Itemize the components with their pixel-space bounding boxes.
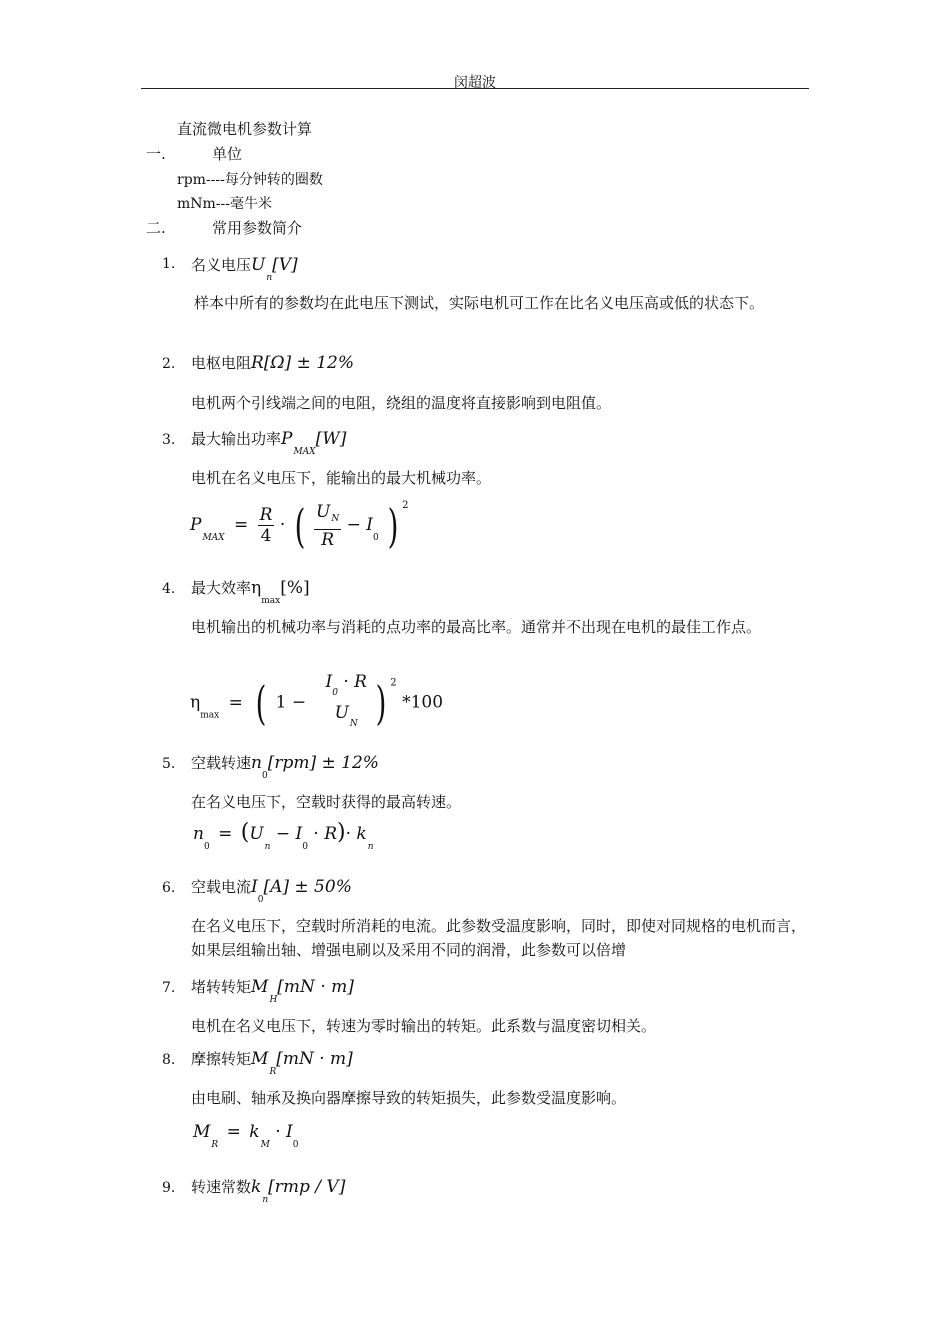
n0-formula: $n_0 = (U_n - I_0 \cdot R)\cdot k_n$ xyxy=(193,820,374,852)
item-1-description: 样本中所有的参数均在此电压下测试，实际电机可工作在比名义电压高或低的状态下。 xyxy=(194,294,765,312)
section-1-number: 一. xyxy=(146,145,166,163)
item-9-heading xyxy=(191,1176,345,1205)
item-2-name: 电枢电阻 xyxy=(191,354,252,372)
item-3-number: 3. xyxy=(162,432,176,448)
item-4-symbol: η xyxy=(251,578,262,598)
item-6-subscript: 0 xyxy=(257,895,264,905)
item-4-name: 最大效率 xyxy=(191,579,252,597)
item-8-symbol: M xyxy=(251,1049,269,1069)
item-6-description: 在名义电压下，空载时所消耗的电流。此参数受温度影响，同时，即使对同规格的电机而言，如果层组输出轴、增强电刷以及采用不同的润滑，此参数可以倍增 xyxy=(191,917,807,959)
item-5-name: 空载转速 xyxy=(191,754,252,772)
eta-formula: $\eta_{max}$ = ( 1 − $I_0 \cdot R$ $U_N$ ) $^2$ *100 xyxy=(190,672,444,730)
page-header-author: 闵超波 xyxy=(454,75,496,91)
item-7-unit: [mN · m] xyxy=(277,977,354,997)
item-2-heading xyxy=(191,352,354,373)
section-2-title: 常用参数简介 xyxy=(212,219,303,237)
item-7-number: 7. xyxy=(162,980,176,996)
item-9-subscript: n xyxy=(262,1195,269,1205)
item-9-number: 9. xyxy=(162,1180,176,1196)
unit-mnm: mNm---毫牛米 xyxy=(177,196,272,212)
item-4-description: 电机输出的机械功率与消耗的点功率的最高比率。通常并不出现在电机的最佳工作点。 xyxy=(191,618,762,636)
item-5-symbol: n xyxy=(251,753,262,773)
item-8-number: 8. xyxy=(162,1052,176,1068)
item-1-subscript: n xyxy=(266,273,273,283)
item-5-description: 在名义电压下，空载时获得的最高转速。 xyxy=(191,793,462,811)
document-title: 直流微电机参数计算 xyxy=(177,120,313,138)
item-5-subscript: 0 xyxy=(261,771,268,781)
item-4-heading xyxy=(191,577,310,606)
item-5-heading xyxy=(191,752,379,781)
eta-formula-tail: *100 xyxy=(402,692,444,713)
item-2-symbol: R[Ω] ± 12% xyxy=(251,353,355,373)
item-8-unit: [mN · m] xyxy=(276,1049,353,1069)
item-3-description: 电机在名义电压下，能输出的最大机械功率。 xyxy=(191,469,492,487)
item-7-symbol: M xyxy=(251,977,269,997)
item-5-unit: [rpm] ± 12% xyxy=(267,753,379,773)
item-1-unit: [V] xyxy=(272,255,298,275)
section-2-number: 二. xyxy=(146,219,166,237)
pmax-formula: $P_{MAX}$ = $\frac{R}{4}$ · ( $\frac{U_N}{R}$ − $I_0$ ) $^2$ xyxy=(190,498,409,553)
item-7-subscript: H xyxy=(269,995,278,1005)
mr-formula: $M_R = k_M \cdot I_0$ xyxy=(193,1122,299,1150)
item-7-name: 堵转转矩 xyxy=(191,978,252,996)
item-4-unit: [%] xyxy=(280,578,310,598)
item-8-heading xyxy=(191,1048,353,1077)
item-3-subscript: MAX xyxy=(293,447,316,457)
item-3-name: 最大输出功率 xyxy=(191,430,282,448)
item-3-unit: [W] xyxy=(315,429,347,449)
header-rule xyxy=(141,88,809,89)
item-6-heading xyxy=(191,876,352,905)
item-8-subscript: R xyxy=(269,1067,277,1077)
item-1-number: 1. xyxy=(162,256,176,272)
item-8-description: 由电刷、轴承及换向器摩擦导致的转矩损失，此参数受温度影响。 xyxy=(191,1089,627,1107)
item-7-description: 电机在名义电压下，转速为零时输出的转矩。此系数与温度密切相关。 xyxy=(191,1017,657,1035)
item-7-heading xyxy=(191,976,354,1005)
item-2-description: 电机两个引线端之间的电阻，绕组的温度将直接影响到电阻值。 xyxy=(191,394,612,412)
item-5-number: 5. xyxy=(162,756,176,772)
item-6-unit: [A] ± 50% xyxy=(263,877,352,897)
item-1-heading xyxy=(191,254,298,283)
item-1-symbol: U xyxy=(251,255,266,275)
item-9-unit: [rmp / V] xyxy=(268,1177,346,1197)
section-1-title: 单位 xyxy=(212,145,243,163)
item-9-name: 转速常数 xyxy=(191,1178,252,1196)
item-2-number: 2. xyxy=(162,356,176,372)
unit-rpm: rpm----每分钟转的圈数 xyxy=(177,172,323,188)
item-3-symbol: P xyxy=(281,429,293,449)
item-3-heading xyxy=(191,428,346,457)
item-6-name: 空载电流 xyxy=(191,878,252,896)
item-9-symbol: k xyxy=(251,1177,262,1197)
item-6-number: 6. xyxy=(162,880,176,896)
item-8-name: 摩擦转矩 xyxy=(191,1050,252,1068)
item-1-name: 名义电压 xyxy=(191,256,252,274)
item-6-symbol: I xyxy=(251,877,258,897)
item-4-subscript: max xyxy=(261,596,281,606)
item-4-number: 4. xyxy=(162,581,176,597)
